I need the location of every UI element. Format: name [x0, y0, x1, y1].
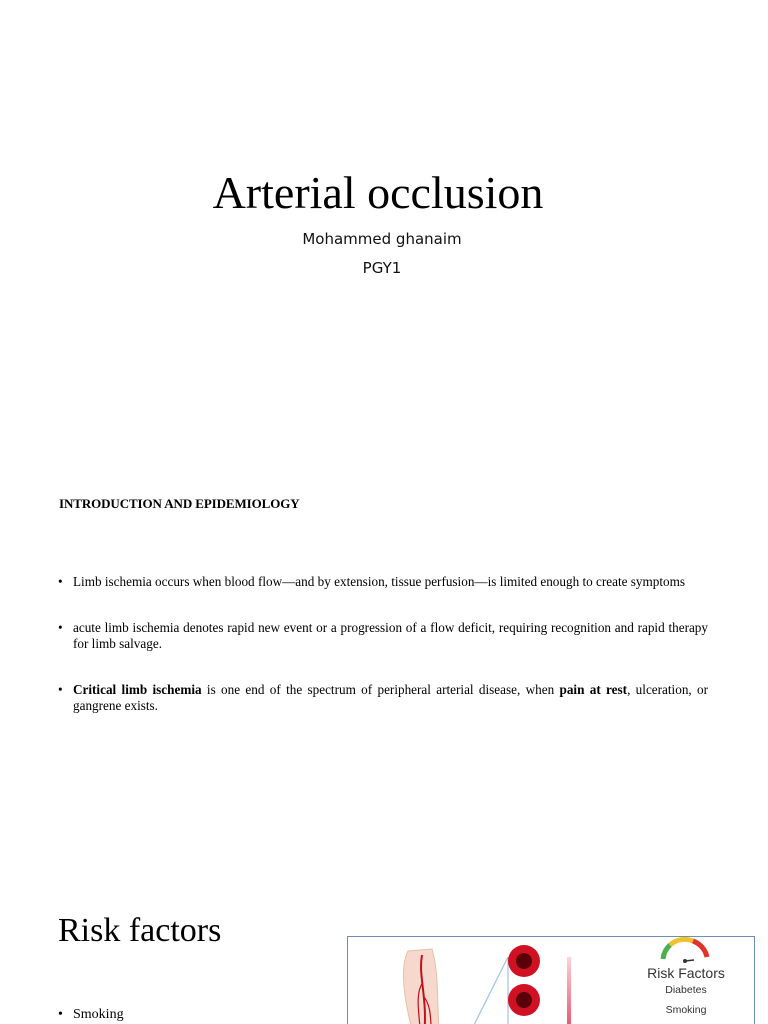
bullet-text: acute limb ischemia denotes rapid new event or a progression of a flow deficit, requiring recognition and rapid therapy for limb salvage.	[73, 620, 708, 651]
figure-item: Smoking	[665, 1004, 707, 1016]
figure-panel-title: Risk Factors	[647, 965, 725, 981]
severity-gradient-bar	[567, 957, 571, 1024]
bullet-list	[58, 1006, 124, 1024]
bullet-text: , ulceration, or gangrene exists.	[73, 682, 709, 713]
risk-factors-figure	[347, 936, 755, 1024]
bullet-item	[58, 1006, 124, 1024]
title-slide	[0, 0, 768, 330]
bullet-marker: •	[58, 574, 63, 589]
author-name: Mohammed ghanaim	[302, 230, 462, 248]
gauge-icon	[663, 945, 670, 959]
author-level: PGY1	[362, 259, 402, 277]
bullet-text: Smoking	[73, 1007, 124, 1022]
introduction-slide	[0, 430, 768, 830]
bullet-marker: •	[58, 682, 63, 697]
bullet-item	[58, 574, 708, 590]
bullet-text: is one end of the spectrum of peripheral arterial disease, when	[201, 682, 560, 697]
slide-title: Arterial occlusion	[212, 167, 544, 218]
bullet-item	[58, 620, 708, 652]
figure-item: Diabetes	[665, 984, 707, 996]
slide-title: Risk factors	[58, 912, 222, 949]
bullet-marker: •	[58, 1007, 63, 1022]
bullet-marker: •	[58, 620, 63, 635]
bullet-list	[58, 574, 708, 744]
section-heading: INTRODUCTION AND EPIDEMIOLOGY	[59, 496, 300, 511]
bold-term: pain at rest	[559, 682, 628, 697]
risk-factors-slide	[0, 880, 768, 1024]
bullet-item	[58, 682, 708, 714]
bullet-text: Limb ischemia occurs when blood flow—and by extension, tissue perfusion—is limited enough to create symptoms	[73, 574, 686, 589]
bold-term: Critical limb ischemia	[73, 682, 202, 697]
